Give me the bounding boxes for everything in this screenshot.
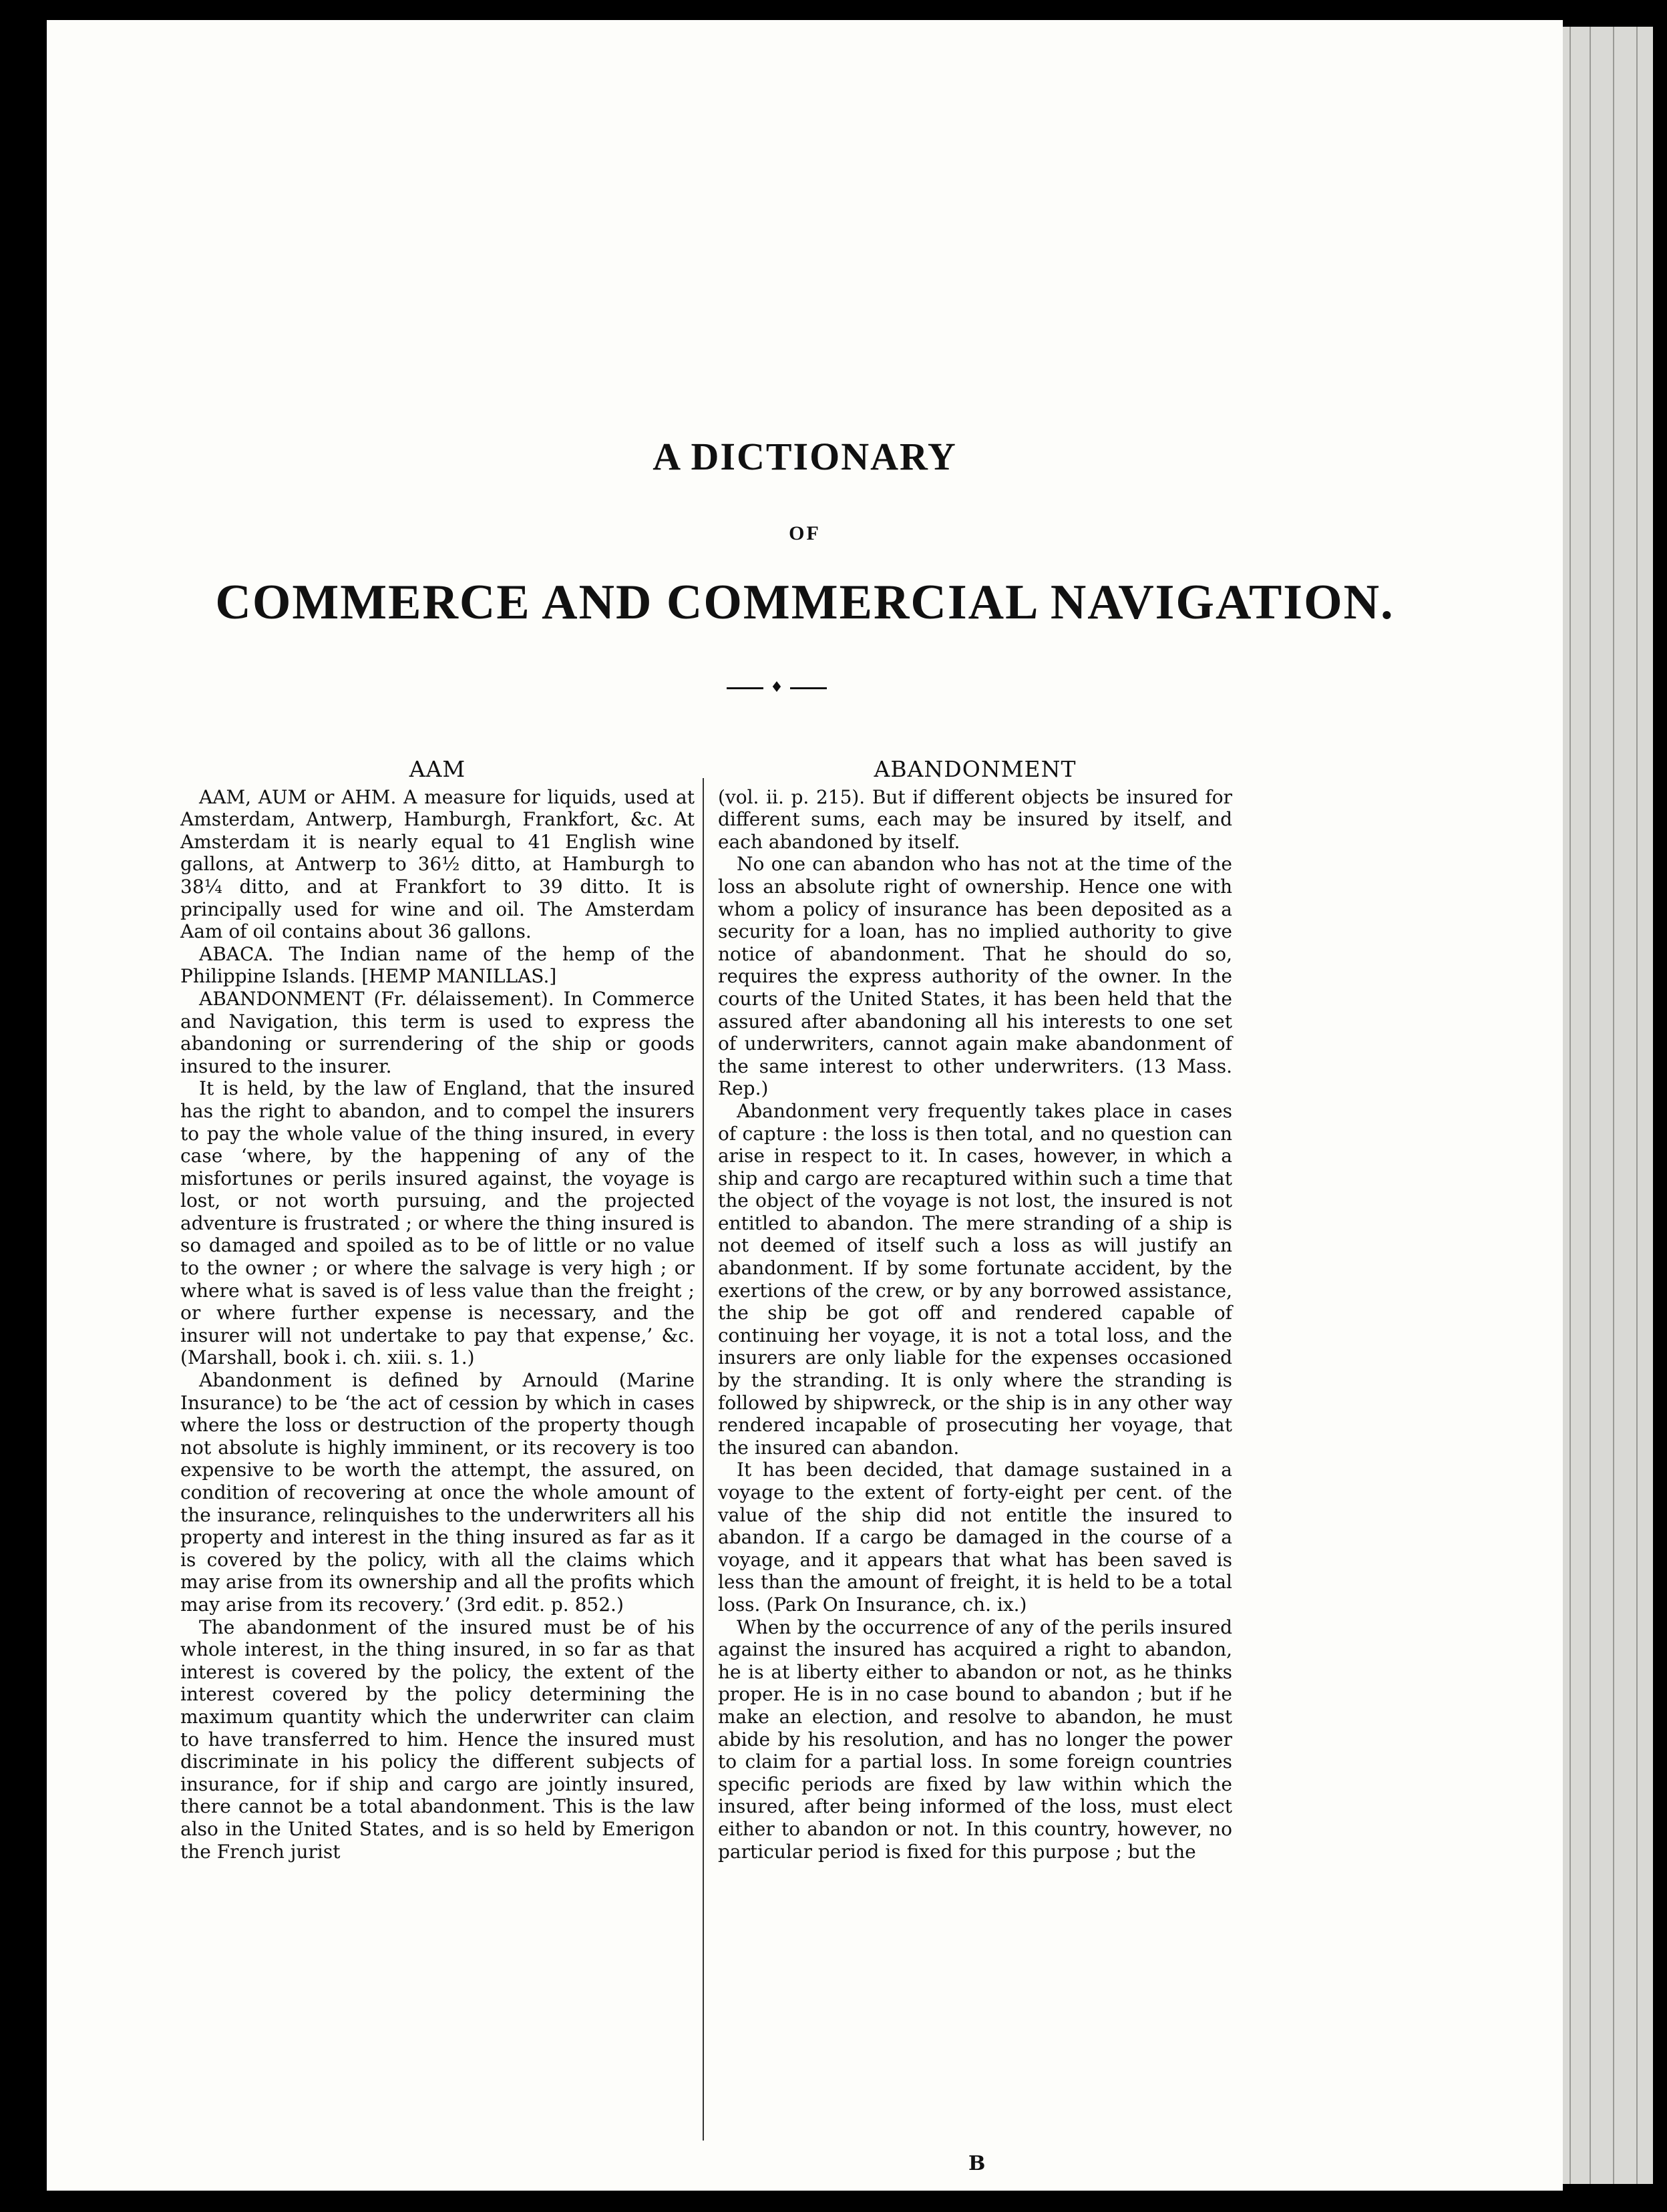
paragraph: No one can abandon who has not at the time of the loss an absolute right of ownership. Hence one with whom a policy of insurance has been deposited as a security for a loan, has no implied authority to give notice of abandonment. That he should do so, requires the express authority of the owner. In the courts of the United States, it has been held that the assured after abandoning all his interests to one set of underwriters, cannot again make abandonment of the same interest to other underwriters. (13 Mass. Rep.) [718, 853, 1232, 1100]
ornament-rule-right [790, 687, 827, 689]
page-edges [1556, 27, 1653, 2184]
paragraph-continued: (vol. ii. p. 215). But if different objects be insured for different sums, each may be insured by itself, and each abandoned by itself. [718, 785, 1232, 853]
paragraph: The abandonment of the insured must be of his whole interest, in the thing insured, in so far as that interest is covered by the policy, the extent of the interest covered by the policy determining the maximum quantity which the underwriter can claim to have transferred to him. Hence the insured must discriminate in his policy the different subjects of insurance, for if ship and cargo are jointly insured, there cannot be a total abandonment. This is the law also in the United States, and is so held by Emerigon the French jurist [180, 1616, 695, 1863]
left-column-header: AAM [409, 756, 466, 782]
title-line-2: OF [789, 522, 821, 544]
ornament-rule-left [727, 687, 763, 689]
entry-abaca: ABACA. The Indian name of the hemp of the Philippine Islands. [HEMP MANILLAS.] [180, 942, 695, 988]
left-column [180, 758, 695, 1863]
title-line-1: A DICTIONARY [653, 435, 957, 478]
paragraph: It has been decided, that damage sustained in a voyage to the extent of forty-eight per cent. of the value of the ship did not entitle the insured to abandon. If a cargo be damaged in the course of a voyage, and it appears that what has been saved is less than the amount of freight, it is held to be a total loss. (Park On Insurance, ch. ix.) [718, 1459, 1232, 1616]
signature-mark: B [968, 2152, 986, 2175]
right-column-header: ABANDONMENT [874, 756, 1077, 782]
ornament-diamond-icon: ♦ [770, 679, 783, 696]
paragraph: Abandonment very frequently takes place in cases of capture : the loss is then total, and no question can arise in respect to it. In cases, however, in which a ship and cargo are recaptured within such a time that the object of the voyage is not lost, the insured is not entitled to abandon. The mere stranding of a ship is not deemed of itself such a loss as will justify an abandonment. If by some fortunate accident, by the exertions of the crew, or by any borrowed assistance, the ship be got off and rendered capable of continuing her voyage, it is not a total loss, and the insurers are only liable for the expenses occasioned by the stranding. It is only where the stranding is followed by shipwreck, or the ship is in any other way rendered incapable of prosecuting her voyage, that the insured can abandon. [718, 1099, 1232, 1459]
right-column [718, 758, 1232, 1863]
paragraph: It is held, by the law of England, that the insured has the right to abandon, and to compel the insurers to pay the whole value of the thing insured, in every case ‘where, by the happening of any of the misfortunes or perils insured against, the voyage is lost, or not worth pursuing, and the projected adventure is frustrated ; or where the thing insured is so damaged and spoiled as to be of little or no value to the owner ; or where the salvage is very high ; or where what is saved is of less value than the freight ; or where further expense is necessary, and the insurer will not undertake to pay that expense,’ &c. (Marshall, book i. ch. xiii. s. 1.) [180, 1077, 695, 1369]
entry-aam: AAM, AUM or AHM. A measure for liquids, used at Amsterdam, Antwerp, Hamburgh, Frankfort, &c. At Amsterdam it is nearly equal to 41 English wine gallons, at Antwerp to 36½ ditto, at Hamburgh to 38¼ ditto, and at Frankfort to 39 ditto. It is principally used for wine and oil. The Amsterdam Aam of oil contains about 36 gallons. [180, 785, 695, 943]
paragraph: When by the occurrence of any of the perils insured against the insured has acquired a right to abandon, he is at liberty either to abandon or not, as he thinks proper. He is in no case bound to abandon ; but if he make an election, and resolve to abandon, he must abide by his resolution, and has no longer the power to claim for a partial loss. In some foreign countries specific periods are fixed by law within which the insured, after being informed of the loss, must elect either to abandon or not. In this country, however, no particular period is fixed for this purpose ; but the [718, 1616, 1232, 1863]
paragraph: Abandonment is defined by Arnould (Marine Insurance) to be ‘the act of cession by which in cases where the loss or destruction of the property though not absolute is highly imminent, or its recovery is too expensive to be worth the attempt, the assured, on condition of recovering at once the whole amount of the insurance, relinquishes to the underwriters all his property and interest in the thing insured as far as it is covered by the policy, with all the claims which may arise from its ownership and all the profits which may arise from its recovery.’ (3rd edit. p. 852.) [180, 1369, 695, 1616]
column-divider [703, 778, 704, 2141]
entry-abandonment: ABANDONMENT (Fr. délaissement). In Commerce and Navigation, this term is used to express the abandoning or surrendering of the ship or goods insured to the insurer. [180, 987, 695, 1077]
book-page [47, 20, 1563, 2191]
title-line-3: COMMERCE AND COMMERCIAL NAVIGATION. [215, 575, 1395, 630]
title-ornament [727, 681, 827, 695]
